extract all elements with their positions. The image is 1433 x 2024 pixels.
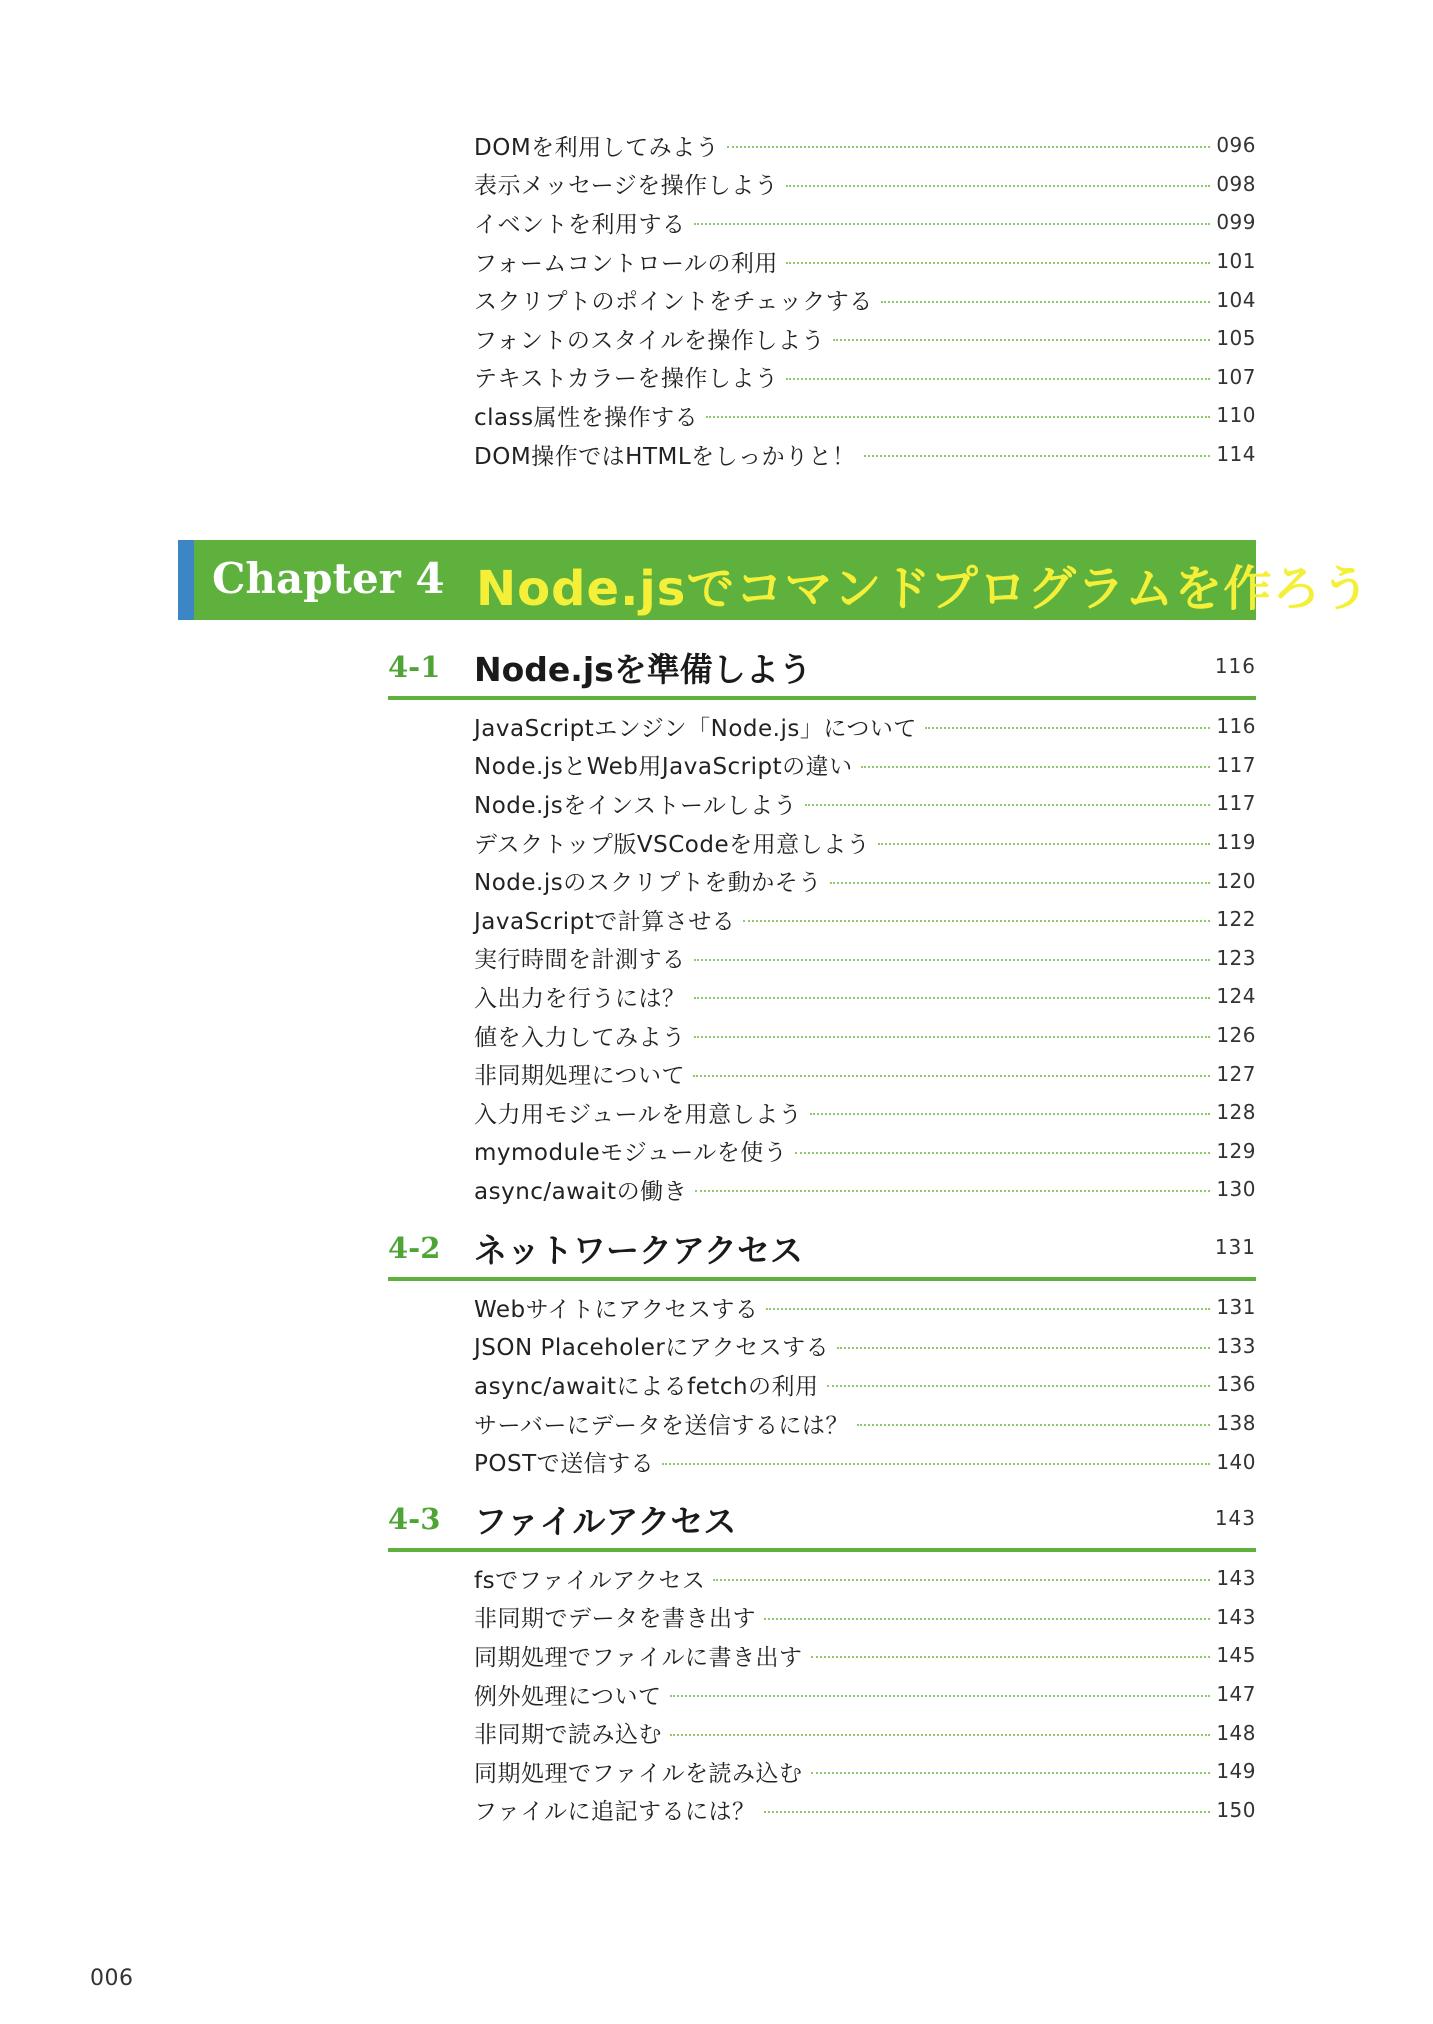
toc-entry-page: 123 xyxy=(1216,945,1256,970)
leader-dots xyxy=(670,1734,1210,1736)
section-title: ファイルアクセス xyxy=(474,1502,737,1541)
leader-dots xyxy=(693,1075,1210,1077)
leader-dots xyxy=(786,262,1210,264)
toc-entry[interactable] xyxy=(474,396,1256,435)
toc-entry-page: 143 xyxy=(1216,1566,1256,1591)
toc-entry[interactable] xyxy=(474,1675,1256,1714)
leader-dots xyxy=(805,804,1210,806)
toc-entry-page: 119 xyxy=(1216,830,1256,855)
toc-entry[interactable] xyxy=(474,280,1256,319)
toc-entry-title: JavaScriptエンジン「Node.js」について xyxy=(474,715,917,742)
toc-entry-title: async/awaitによるfetchの利用 xyxy=(474,1373,819,1400)
toc-entry-page: 117 xyxy=(1216,791,1256,816)
toc-entry-page: 098 xyxy=(1216,171,1256,196)
toc-entry[interactable] xyxy=(474,900,1256,939)
toc-entry-title: テキストカラーを操作しよう xyxy=(474,366,779,393)
toc-entry[interactable] xyxy=(474,784,1256,823)
toc-entry-page: 148 xyxy=(1216,1720,1256,1745)
toc-entry-page: 129 xyxy=(1216,1138,1256,1163)
toc-entry-title: Webサイトにアクセスする xyxy=(474,1296,759,1323)
section-heading-4-2[interactable] xyxy=(388,1221,1256,1281)
leader-dots xyxy=(857,1424,1210,1426)
toc-entry-title: スクリプトのポイントをチェックする xyxy=(474,289,873,316)
leader-dots xyxy=(695,1190,1210,1192)
toc-entry[interactable] xyxy=(474,1752,1256,1791)
toc-entry-title: 実行時間を計測する xyxy=(474,947,686,974)
toc-entry[interactable] xyxy=(474,1288,1256,1327)
toc-entry-title: イベントを利用する xyxy=(474,211,686,238)
leader-dots xyxy=(795,1152,1210,1154)
toc-entry-page: 096 xyxy=(1216,133,1256,158)
section-title: ネットワークアクセス xyxy=(474,1231,804,1270)
toc-entry-page: 101 xyxy=(1216,249,1256,274)
section-page: 131 xyxy=(1214,1235,1256,1259)
toc-entry-page: 104 xyxy=(1216,287,1256,312)
toc-entry-page: 120 xyxy=(1216,868,1256,893)
section-heading-4-1[interactable] xyxy=(388,640,1256,700)
toc-entry[interactable] xyxy=(474,1636,1256,1675)
section-page: 143 xyxy=(1214,1506,1256,1530)
toc-entry[interactable] xyxy=(474,435,1256,474)
chapter-title[interactable]: Node.jsでコマンドプログラムを作ろう xyxy=(476,561,1371,617)
toc-entry-title: DOMを利用してみよう xyxy=(474,134,720,161)
toc-list-section-4-3 xyxy=(474,1559,1256,1829)
toc-entry[interactable] xyxy=(474,1791,1256,1830)
section-page: 116 xyxy=(1214,654,1256,678)
toc-entry-title: 非同期でデータを書き出す xyxy=(474,1606,756,1633)
toc-entry-page: 131 xyxy=(1216,1295,1256,1320)
leader-dots xyxy=(727,146,1210,148)
toc-entry-title: Node.jsのスクリプトを動かそう xyxy=(474,870,822,897)
leader-dots xyxy=(662,1463,1210,1465)
leader-dots xyxy=(811,1772,1211,1774)
toc-entry-page: 140 xyxy=(1216,1449,1256,1474)
toc-entry-title: 値を入力してみよう xyxy=(474,1024,686,1051)
toc-entry-title: ファイルに追記するには？ xyxy=(474,1799,756,1826)
toc-entry-page: 099 xyxy=(1216,210,1256,235)
leader-dots xyxy=(861,766,1211,768)
toc-entry-page: 143 xyxy=(1216,1604,1256,1629)
toc-entry[interactable] xyxy=(474,1132,1256,1171)
toc-entry[interactable] xyxy=(474,1404,1256,1443)
leader-dots xyxy=(694,959,1211,961)
toc-entry[interactable] xyxy=(474,1559,1256,1598)
toc-entry-page: 107 xyxy=(1216,364,1256,389)
leader-dots xyxy=(670,1695,1211,1697)
toc-entry[interactable] xyxy=(474,707,1256,746)
toc-entry[interactable] xyxy=(474,1365,1256,1404)
leader-dots xyxy=(694,223,1211,225)
toc-entry[interactable] xyxy=(474,939,1256,978)
section-heading-4-3[interactable] xyxy=(388,1492,1256,1552)
toc-entry-title: 非同期で読み込む xyxy=(474,1722,662,1749)
toc-entry-title: デスクトップ版VSCodeを用意しよう xyxy=(474,831,871,858)
toc-entry-page: 124 xyxy=(1216,984,1256,1009)
leader-dots xyxy=(925,727,1210,729)
toc-entry-page: 122 xyxy=(1216,907,1256,932)
toc-entry[interactable] xyxy=(474,319,1256,358)
toc-entry-page: 105 xyxy=(1216,326,1256,351)
leader-dots xyxy=(706,416,1210,418)
leader-dots xyxy=(786,185,1210,187)
chapter-label: Chapter 4 xyxy=(212,554,445,603)
toc-entry-title: 非同期処理について xyxy=(474,1063,686,1090)
leader-dots xyxy=(881,301,1211,303)
toc-entry-page: 149 xyxy=(1216,1759,1256,1784)
leader-dots xyxy=(811,1656,1211,1658)
page-number: 006 xyxy=(90,1966,134,1991)
toc-entry[interactable] xyxy=(474,1170,1256,1209)
toc-entry-title: サーバーにデータを送信するには？ xyxy=(474,1412,849,1439)
toc-entry[interactable] xyxy=(474,746,1256,785)
toc-entry-title: 表示メッセージを操作しよう xyxy=(474,173,779,200)
toc-entry-page: 114 xyxy=(1216,442,1256,467)
toc-entry-title: DOM操作ではHTMLをしっかりと！ xyxy=(474,443,856,470)
leader-dots xyxy=(764,1811,1211,1813)
toc-entry[interactable] xyxy=(474,358,1256,397)
leader-dots xyxy=(833,339,1210,341)
toc-entry-title: JSON Placeholerにアクセスする xyxy=(474,1335,830,1362)
toc-entry[interactable] xyxy=(474,1327,1256,1366)
toc-entry[interactable] xyxy=(474,1598,1256,1637)
toc-entry-page: 117 xyxy=(1216,752,1256,777)
toc-entry-page: 128 xyxy=(1216,1100,1256,1125)
toc-entry[interactable] xyxy=(474,823,1256,862)
toc-list-section-4-1 xyxy=(474,707,1256,1209)
toc-entry[interactable] xyxy=(474,1713,1256,1752)
toc-entry-page: 127 xyxy=(1216,1061,1256,1086)
toc-entry-title: POSTで送信する xyxy=(474,1451,655,1478)
toc-list-section-4-2 xyxy=(474,1288,1256,1481)
toc-entry[interactable] xyxy=(474,861,1256,900)
toc-entry[interactable] xyxy=(474,1016,1256,1055)
toc-entry-page: 147 xyxy=(1216,1682,1256,1707)
chapter-accent-bar xyxy=(178,540,194,620)
toc-entry-title: フォームコントロールの利用 xyxy=(474,250,778,277)
toc-entry-title: Node.jsとWeb用JavaScriptの違い xyxy=(474,754,853,781)
leader-dots xyxy=(743,920,1210,922)
leader-dots xyxy=(878,843,1210,845)
toc-entry-title: 同期処理でファイルに書き出す xyxy=(474,1644,803,1671)
toc-entry-page: 145 xyxy=(1216,1643,1256,1668)
toc-entry-title: class属性を操作する xyxy=(474,404,699,431)
section-title: Node.jsを準備しよう xyxy=(474,650,812,689)
toc-entry-title: 同期処理でファイルを読み込む xyxy=(474,1760,803,1787)
leader-dots xyxy=(766,1308,1210,1310)
section-number: 4-3 xyxy=(388,1502,441,1536)
toc-entry-page: 136 xyxy=(1216,1372,1256,1397)
section-number: 4-2 xyxy=(388,1231,441,1265)
toc-entry[interactable] xyxy=(474,1054,1256,1093)
toc-entry-title: 例外処理について xyxy=(474,1683,662,1710)
toc-entry[interactable] xyxy=(474,1442,1256,1481)
leader-dots xyxy=(713,1579,1210,1581)
toc-entry-title: 入出力を行うには？ xyxy=(474,985,686,1012)
toc-entry-page: 126 xyxy=(1216,1023,1256,1048)
toc-entry-page: 130 xyxy=(1216,1177,1256,1202)
toc-entry-title: async/awaitの働き xyxy=(474,1178,688,1205)
toc-entry[interactable] xyxy=(474,242,1256,281)
leader-dots xyxy=(864,455,1211,457)
toc-entry[interactable] xyxy=(474,203,1256,242)
leader-dots xyxy=(694,1036,1211,1038)
toc-entry-title: 入力用モジュールを用意しよう xyxy=(474,1101,803,1128)
toc-entry-title: Node.jsをインストールしよう xyxy=(474,792,798,819)
toc-entry[interactable] xyxy=(474,977,1256,1016)
leader-dots xyxy=(764,1618,1210,1620)
toc-entry-title: フォントのスタイルを操作しよう xyxy=(474,327,825,354)
toc-entry-page: 116 xyxy=(1216,714,1256,739)
toc-entry-page: 150 xyxy=(1216,1797,1256,1822)
leader-dots xyxy=(810,1113,1210,1115)
toc-entry-page: 138 xyxy=(1216,1411,1256,1436)
toc-entry-title: mymoduleモジュールを使う xyxy=(474,1140,788,1167)
toc-entry-page: 133 xyxy=(1216,1333,1256,1358)
leader-dots xyxy=(786,378,1210,380)
leader-dots xyxy=(694,997,1211,999)
toc-entry-page: 110 xyxy=(1216,403,1256,428)
toc-entry[interactable] xyxy=(474,126,1256,165)
section-number: 4-1 xyxy=(388,650,441,684)
toc-entry[interactable] xyxy=(474,1093,1256,1132)
toc-entry[interactable] xyxy=(474,165,1256,204)
toc-entry-title: fsでファイルアクセス xyxy=(474,1567,706,1594)
toc-entry-title: JavaScriptで計算させる xyxy=(474,908,736,935)
leader-dots xyxy=(837,1347,1210,1349)
chapter-banner xyxy=(178,540,1371,620)
leader-dots xyxy=(827,1385,1211,1387)
toc-list-chapter3-continued xyxy=(474,126,1256,473)
leader-dots xyxy=(830,882,1211,884)
